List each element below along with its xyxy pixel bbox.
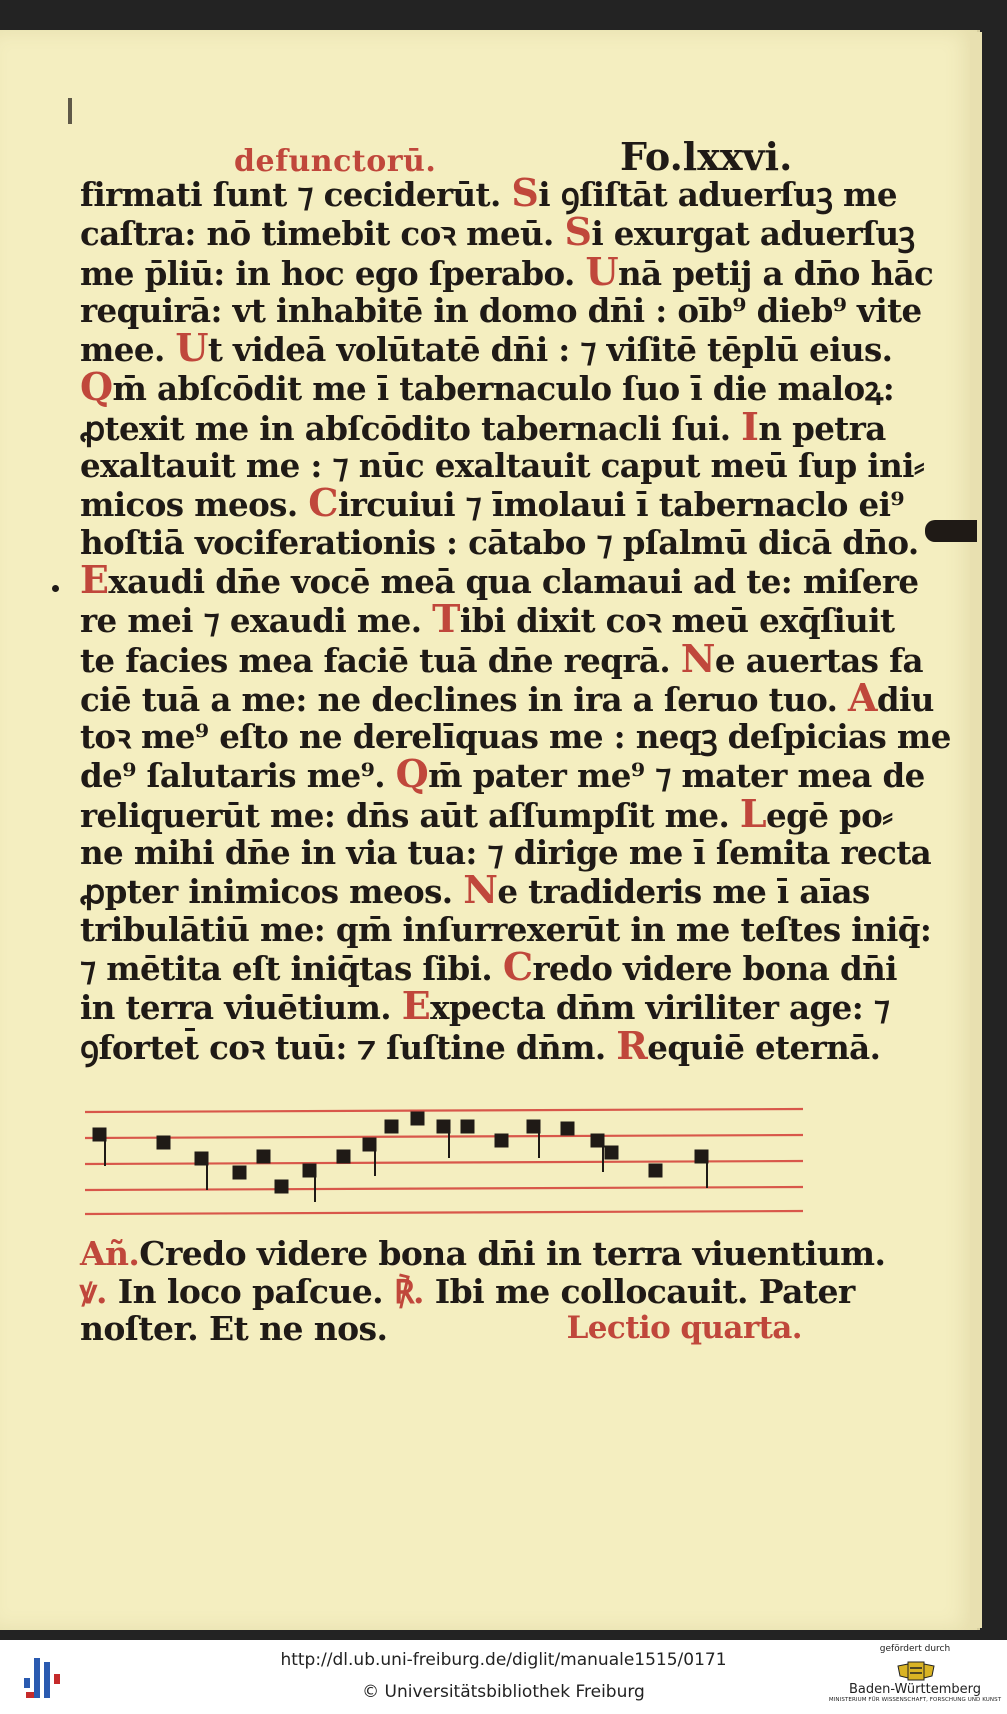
antiphon-label: Añ. bbox=[80, 1234, 140, 1273]
neume-note bbox=[233, 1166, 246, 1179]
text-line bbox=[80, 1022, 881, 1068]
neume-note bbox=[337, 1150, 350, 1163]
folio-number: Fo.lxxvi. bbox=[620, 134, 793, 179]
line-text: exaltauit me : ⁊ nūc exaltauit caput meū ſup ini⸗ bbox=[80, 446, 925, 486]
line-text: ne mihi dn̄e in via tua: ⁊ dirige me ī ſemita recta bbox=[80, 833, 932, 873]
line-text: ꝯfortet̄ coꝛ tuū: ⁊ ſuſtine dn̄m. bbox=[80, 1027, 617, 1067]
line-text: toꝛ me⁹ eſto ne derelīquas me : neqꝫ deſpicias me bbox=[80, 717, 951, 757]
page-edge bbox=[970, 32, 982, 1628]
rubricated-initial: U bbox=[585, 248, 619, 294]
line-text: caſtra: nō timebit coꝛ meū. bbox=[80, 214, 565, 254]
body-text bbox=[80, 170, 951, 1068]
copyright-text: © Universitätsbibliothek Freiburg bbox=[362, 1682, 645, 1702]
line-text: i ꝯſiſtāt aduerſuꝫ me bbox=[538, 175, 897, 214]
line-text: equiē eternā. bbox=[647, 1027, 881, 1067]
viewer-footer bbox=[0, 1640, 1007, 1714]
text-line bbox=[80, 790, 893, 836]
rubricated-initial: E bbox=[401, 983, 431, 1029]
line-text: e tradideris me ī aīas bbox=[497, 872, 870, 912]
line-text: hoſtiā vociferationis : cātabo ⁊ pſalmū dicā dn̄o. bbox=[80, 522, 919, 562]
text-line bbox=[80, 170, 897, 215]
rubricated-initial: U bbox=[175, 325, 208, 371]
rubricated-initial: S bbox=[564, 209, 592, 255]
rubricated-initial: N bbox=[463, 867, 498, 913]
text-line bbox=[80, 446, 925, 486]
lectio-heading: Lectio quarta. bbox=[566, 1310, 802, 1346]
text-line bbox=[80, 717, 951, 757]
line-text: me p̄liū: in hoc ego ſperabo. bbox=[80, 253, 586, 293]
text-line bbox=[80, 556, 919, 602]
text-line bbox=[80, 364, 895, 410]
response-label: ℟. bbox=[393, 1271, 424, 1311]
sponsor-top: gefördert durch bbox=[879, 1644, 951, 1654]
line-text: m̄ pater me⁹ ⁊ mater mea de bbox=[428, 756, 925, 796]
line-text: firmati ſunt ⁊ ceciderūt. bbox=[80, 175, 512, 214]
line-text: de⁹ ſalutaris me⁹. bbox=[80, 756, 396, 796]
neume-note bbox=[649, 1164, 662, 1177]
staff-line bbox=[85, 1135, 803, 1138]
line-text: t videā volūtatē dn̄i : ⁊ viſitē tēplū eius. bbox=[207, 330, 893, 370]
rubricated-initial: L bbox=[739, 790, 766, 836]
margin-dot bbox=[52, 585, 59, 592]
rubricated-initial: C bbox=[502, 943, 533, 989]
versicle-line bbox=[80, 1271, 855, 1311]
line-text: ꝓpter inimicos meos. bbox=[80, 872, 464, 912]
line-text: m̄ abſcōdit me ī tabernaculo ſuo ī die maloꝝ: bbox=[112, 369, 895, 409]
line-text: egē po⸗ bbox=[766, 795, 893, 835]
text-line bbox=[80, 867, 870, 913]
line-text: ꝓtexit me in abſcōdito tabernacli ſui. bbox=[80, 408, 742, 448]
margin-mark bbox=[68, 98, 72, 124]
neume-note bbox=[411, 1112, 424, 1125]
line-text: mee. bbox=[80, 330, 176, 370]
line-text: i exurgat aduerſuꝫ bbox=[591, 214, 915, 254]
music-staff bbox=[85, 1100, 803, 1225]
staff-line bbox=[85, 1187, 803, 1190]
neume-note bbox=[605, 1146, 618, 1159]
text-line bbox=[80, 248, 934, 294]
line-text: ibi dixit coꝛ meū exq̄ſiuit bbox=[459, 601, 895, 641]
text-line bbox=[80, 596, 895, 642]
sponsor-sub: MINISTERIUM FÜR WISSENSCHAFT, FORSCHUNG UND KUNST bbox=[828, 1697, 1002, 1703]
text-line bbox=[80, 943, 897, 989]
permalink-url[interactable]: http://dl.ub.uni-freiburg.de/diglit/manuale1515/0171 bbox=[280, 1650, 727, 1670]
page-tab-marker bbox=[925, 520, 977, 542]
text-line bbox=[80, 983, 890, 1029]
neume-note bbox=[495, 1134, 508, 1147]
running-head: defunctorū. bbox=[234, 144, 437, 179]
last-line bbox=[80, 1310, 802, 1348]
rubricated-initial: T bbox=[432, 596, 460, 642]
text-line bbox=[80, 290, 922, 330]
line-text: diu bbox=[876, 679, 934, 719]
line-text: ircuiui ⁊ īmolaui ī tabernaclo ei⁹ bbox=[337, 485, 904, 525]
pater-noster-text: noſter. Et ne nos. bbox=[80, 1309, 388, 1348]
neume-note bbox=[461, 1120, 474, 1133]
crest-icon bbox=[896, 1658, 936, 1684]
sponsor-block bbox=[826, 1644, 1004, 1703]
line-text: reliquerūt me: dn̄s aūt aſſumpſit me. bbox=[80, 795, 740, 835]
neume-note bbox=[385, 1120, 398, 1133]
line-text: requirā: vt inhabitē in domo dn̄i : oīb⁹ dieb⁹ vite bbox=[80, 290, 922, 330]
sponsor-name: Baden-Württemberg bbox=[849, 1682, 981, 1697]
neume-note bbox=[275, 1180, 288, 1193]
staff-line bbox=[85, 1211, 803, 1214]
antiphon-line bbox=[80, 1234, 886, 1273]
rubricated-initial: N bbox=[680, 635, 715, 681]
line-text: re mei ⁊ exaudi me. bbox=[80, 601, 433, 641]
text-line bbox=[80, 325, 893, 371]
line-text: in terra viuētium. bbox=[80, 988, 402, 1028]
rubricated-initial: Q bbox=[395, 751, 429, 797]
rubricated-initial: C bbox=[308, 480, 338, 526]
line-text: redo videre bona dn̄i bbox=[532, 948, 897, 988]
rubricated-initial: E bbox=[80, 556, 109, 602]
text-line bbox=[80, 674, 934, 720]
line-text: ciē tuā a me: ne declines in ira a ſeruo tuo. bbox=[80, 679, 848, 719]
response-text: Ibi me collocauit. Pater bbox=[423, 1271, 855, 1311]
versicle-text: In loco paſcue. bbox=[106, 1271, 394, 1311]
line-text: te facies mea faciē tuā dn̄e reqrā. bbox=[80, 640, 681, 680]
staff-line bbox=[85, 1109, 803, 1112]
page-header bbox=[80, 130, 800, 179]
text-line bbox=[80, 833, 932, 873]
line-text: nā petij a dn̄o hāc bbox=[618, 253, 934, 293]
antiphon-text: Credo videre bona dn̄i in terra viuentium. bbox=[139, 1234, 886, 1273]
neume-note bbox=[257, 1150, 270, 1163]
rubricated-initial: Q bbox=[80, 364, 113, 410]
text-line bbox=[80, 480, 904, 526]
closing-block bbox=[80, 1234, 886, 1348]
line-text: tribulātiū me: qm̄ inſurrexerūt in me teſtes iniq̄: bbox=[80, 909, 932, 949]
text-line bbox=[80, 635, 923, 681]
rubricated-initial: R bbox=[616, 1022, 648, 1068]
line-text: xaudi dn̄e vocē meā qua clamaui ad te: miſere bbox=[108, 561, 919, 601]
versicle-label: ꝟ. bbox=[80, 1271, 107, 1311]
line-text: micos meos. bbox=[80, 485, 309, 525]
rubricated-initial: A bbox=[848, 674, 877, 720]
line-text: n petra bbox=[758, 408, 886, 448]
text-block bbox=[80, 130, 951, 1068]
rubricated-initial: I bbox=[741, 403, 759, 449]
rubricated-initial: S bbox=[511, 170, 539, 215]
text-line bbox=[80, 209, 915, 255]
line-text: xpecta dn̄m viriliter age: ⁊ bbox=[430, 988, 890, 1028]
text-line bbox=[80, 751, 925, 797]
line-text: e auertas fa bbox=[714, 640, 923, 680]
text-line bbox=[80, 522, 919, 562]
neume-note bbox=[157, 1136, 170, 1149]
text-line bbox=[80, 909, 932, 949]
neume-note bbox=[561, 1122, 574, 1135]
line-text: ⁊ mētita eſt iniq̄tas ſibi. bbox=[80, 948, 503, 988]
text-line bbox=[80, 403, 886, 449]
